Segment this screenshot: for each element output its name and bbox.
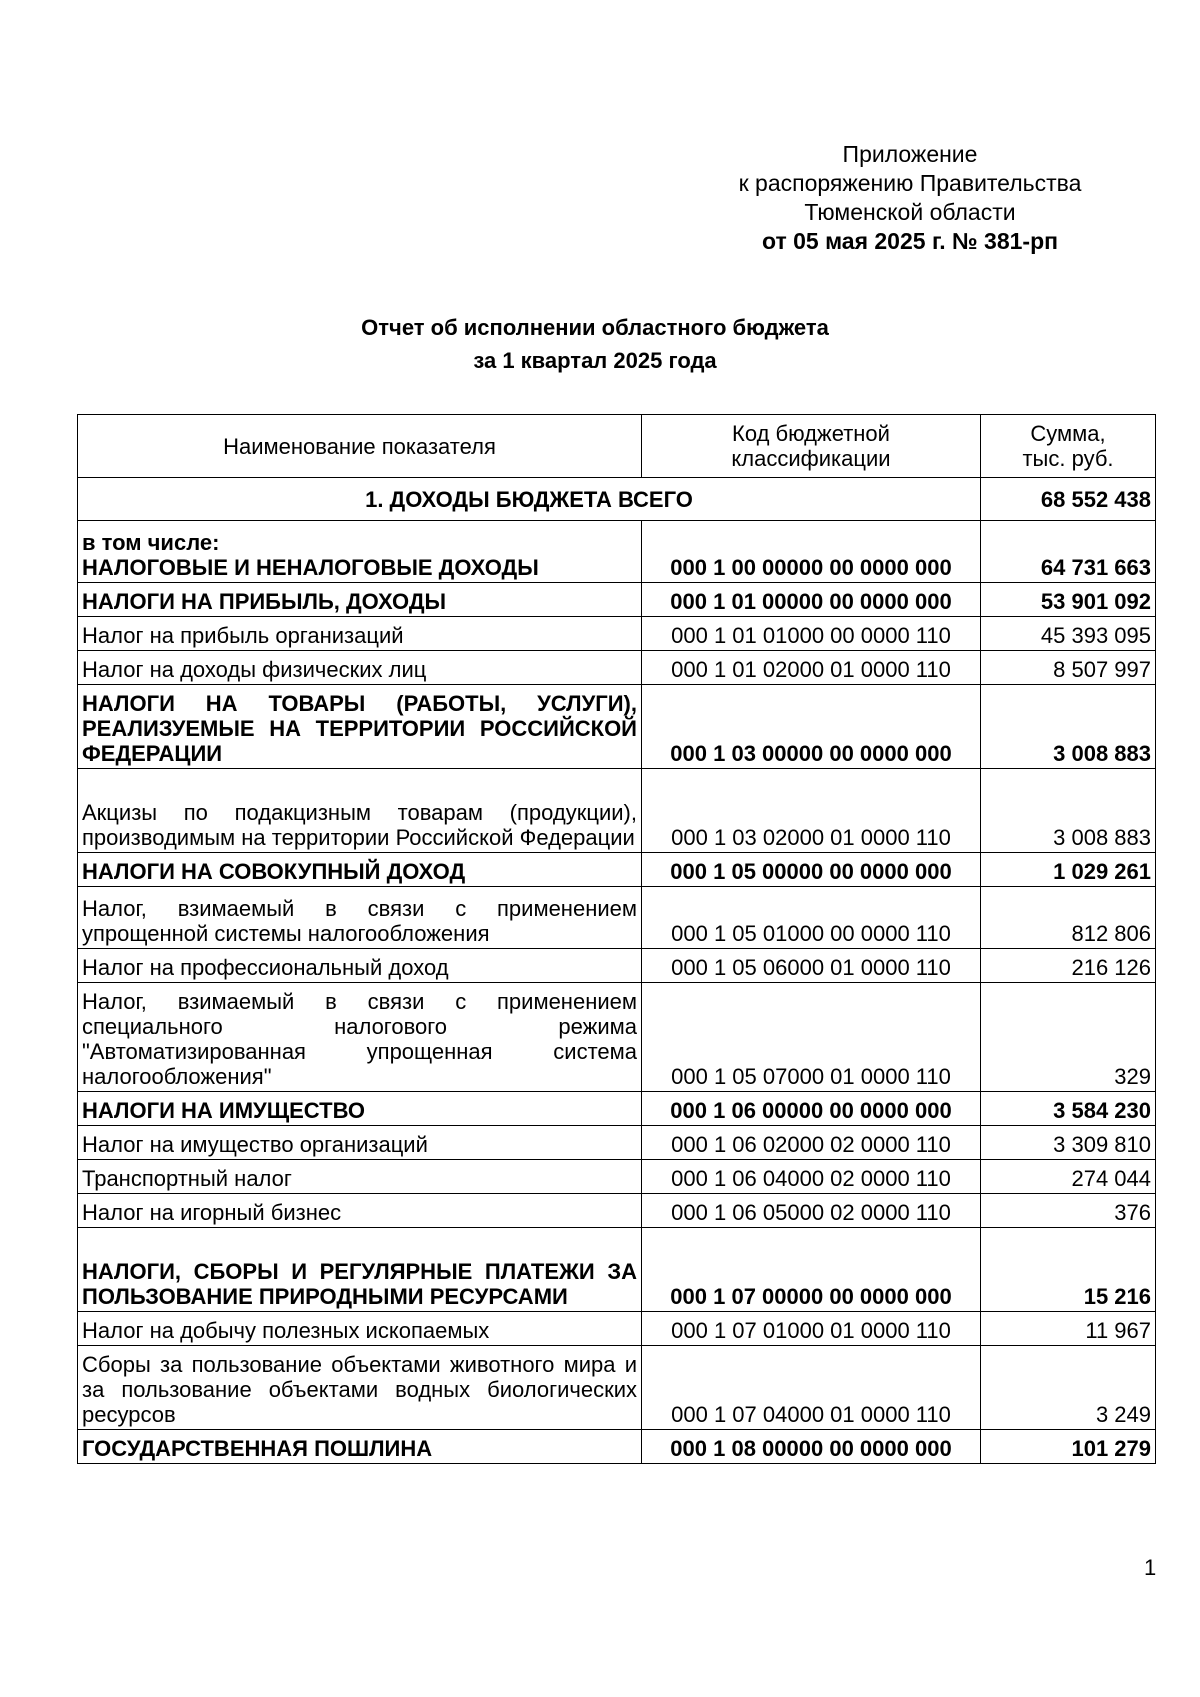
row-sum: 45 393 095 <box>981 617 1156 651</box>
row-code: 000 1 03 02000 01 0000 110 <box>642 769 981 853</box>
row-name: Сборы за пользование объектами животного мира и за пользование объектами водных биологических ресурсов <box>78 1346 642 1430</box>
table-row <box>78 1430 1156 1464</box>
report-title-line-1: Отчет об исполнении областного бюджета <box>361 315 829 340</box>
table-row <box>78 983 1156 1092</box>
row-code: 000 1 00 00000 00 0000 000 <box>642 521 981 583</box>
appendix-line-1: Приложение <box>842 141 978 167</box>
appendix-line-3: Тюменской области <box>804 199 1016 225</box>
row-name: Налог, взимаемый в связи с применением специального налогового режима "Автоматизированная упрощенная система налогообложения" <box>78 983 642 1092</box>
table-row <box>78 1312 1156 1346</box>
row-code: 000 1 05 07000 01 0000 110 <box>642 983 981 1092</box>
row-code: 000 1 01 01000 00 0000 110 <box>642 617 981 651</box>
row-code: 000 1 08 00000 00 0000 000 <box>642 1430 981 1464</box>
table-row <box>78 685 1156 769</box>
table-header-row <box>78 415 1156 478</box>
row-code: 000 1 07 04000 01 0000 110 <box>642 1346 981 1430</box>
table-row <box>78 769 1156 853</box>
header-code-line-1: Код бюджетной <box>732 421 890 446</box>
row-sum: 3 008 883 <box>981 769 1156 853</box>
row-name: Налог на добычу полезных ископаемых <box>78 1312 642 1346</box>
row-name: НАЛОГИ НА ИМУЩЕСТВО <box>78 1092 642 1126</box>
row-code: 000 1 05 01000 00 0000 110 <box>642 887 981 949</box>
row-sum: 15 216 <box>981 1228 1156 1312</box>
row-name: НАЛОГИ НА СОВОКУПНЫЙ ДОХОД <box>78 853 642 887</box>
row-sum: 376 <box>981 1194 1156 1228</box>
row-sum: 53 901 092 <box>981 583 1156 617</box>
row-sum: 8 507 997 <box>981 651 1156 685</box>
row-sum: 329 <box>981 983 1156 1092</box>
row-name <box>78 521 642 583</box>
table-row <box>78 521 1156 583</box>
row-code: 000 1 03 00000 00 0000 000 <box>642 685 981 769</box>
appendix-decree-date: от 05 мая 2025 г. № 381-рп <box>761 228 1059 254</box>
header-sum-line-2: тыс. руб. <box>1022 446 1114 471</box>
header-code <box>642 415 981 478</box>
table-row <box>78 887 1156 949</box>
header-sum-line-1: Сумма, <box>1030 421 1106 446</box>
row-code: 000 1 06 05000 02 0000 110 <box>642 1194 981 1228</box>
row-sum: 11 967 <box>981 1312 1156 1346</box>
report-title <box>0 311 1190 377</box>
row-sum: 274 044 <box>981 1160 1156 1194</box>
row-name: Налог на игорный бизнес <box>78 1194 642 1228</box>
row-name: НАЛОГИ НА ПРИБЫЛЬ, ДОХОДЫ <box>78 583 642 617</box>
table-row <box>78 1194 1156 1228</box>
table-row <box>78 1126 1156 1160</box>
table-row <box>78 1092 1156 1126</box>
row-name: Налог на прибыль организаций <box>78 617 642 651</box>
table-row <box>78 583 1156 617</box>
row-code: 000 1 06 04000 02 0000 110 <box>642 1160 981 1194</box>
header-sum <box>981 415 1156 478</box>
total-sum: 68 552 438 <box>981 478 1156 521</box>
page-number: 1 <box>1144 1555 1157 1580</box>
total-row <box>78 478 1156 521</box>
row-code: 000 1 05 00000 00 0000 000 <box>642 853 981 887</box>
row-name: Налог, взимаемый в связи с применением упрощенной системы налогообложения <box>78 887 642 949</box>
table-row <box>78 1228 1156 1312</box>
row-name-text: НАЛОГОВЫЕ И НЕНАЛОГОВЫЕ ДОХОДЫ <box>82 555 539 580</box>
row-sum: 101 279 <box>981 1430 1156 1464</box>
row-name: Налог на доходы физических лиц <box>78 651 642 685</box>
row-sum: 1 029 261 <box>981 853 1156 887</box>
row-name: Налог на профессиональный доход <box>78 949 642 983</box>
row-name: НАЛОГИ, СБОРЫ И РЕГУЛЯРНЫЕ ПЛАТЕЖИ ЗА ПОЛЬЗОВАНИЕ ПРИРОДНЫМИ РЕСУРСАМИ <box>78 1228 642 1312</box>
row-name: Акцизы по подакцизным товарам (продукции), производимым на территории Российской Федерации <box>78 769 642 853</box>
row-name: Налог на имущество организаций <box>78 1126 642 1160</box>
table-row <box>78 1160 1156 1194</box>
budget-report-table <box>77 414 1156 1464</box>
row-prefix: в том числе: <box>82 530 220 555</box>
row-sum: 3 309 810 <box>981 1126 1156 1160</box>
row-name: ГОСУДАРСТВЕННАЯ ПОШЛИНА <box>78 1430 642 1464</box>
row-sum: 3 249 <box>981 1346 1156 1430</box>
appendix-line-2: к распоряжению Правительства <box>738 170 1082 196</box>
row-sum: 3 008 883 <box>981 685 1156 769</box>
row-sum: 64 731 663 <box>981 521 1156 583</box>
row-code: 000 1 01 00000 00 0000 000 <box>642 583 981 617</box>
table-row <box>78 1346 1156 1430</box>
header-name: Наименование показателя <box>78 415 642 478</box>
row-code: 000 1 05 06000 01 0000 110 <box>642 949 981 983</box>
row-sum: 812 806 <box>981 887 1156 949</box>
row-name: НАЛОГИ НА ТОВАРЫ (РАБОТЫ, УСЛУГИ), РЕАЛИЗУЕМЫЕ НА ТЕРРИТОРИИ РОССИЙСКОЙ ФЕДЕРАЦИИ <box>78 685 642 769</box>
row-sum: 3 584 230 <box>981 1092 1156 1126</box>
table-row <box>78 949 1156 983</box>
table-row <box>78 651 1156 685</box>
row-name: Транспортный налог <box>78 1160 642 1194</box>
row-sum: 216 126 <box>981 949 1156 983</box>
report-title-line-2: за 1 квартал 2025 года <box>473 348 717 373</box>
row-code: 000 1 01 02000 01 0000 110 <box>642 651 981 685</box>
row-code: 000 1 07 00000 00 0000 000 <box>642 1228 981 1312</box>
total-label: 1. ДОХОДЫ БЮДЖЕТА ВСЕГО <box>78 478 981 521</box>
table-row <box>78 853 1156 887</box>
row-code: 000 1 07 01000 01 0000 110 <box>642 1312 981 1346</box>
row-code: 000 1 06 00000 00 0000 000 <box>642 1092 981 1126</box>
header-code-line-2: классификации <box>731 446 891 471</box>
row-code: 000 1 06 02000 02 0000 110 <box>642 1126 981 1160</box>
appendix-block <box>690 140 1130 256</box>
table-row <box>78 617 1156 651</box>
